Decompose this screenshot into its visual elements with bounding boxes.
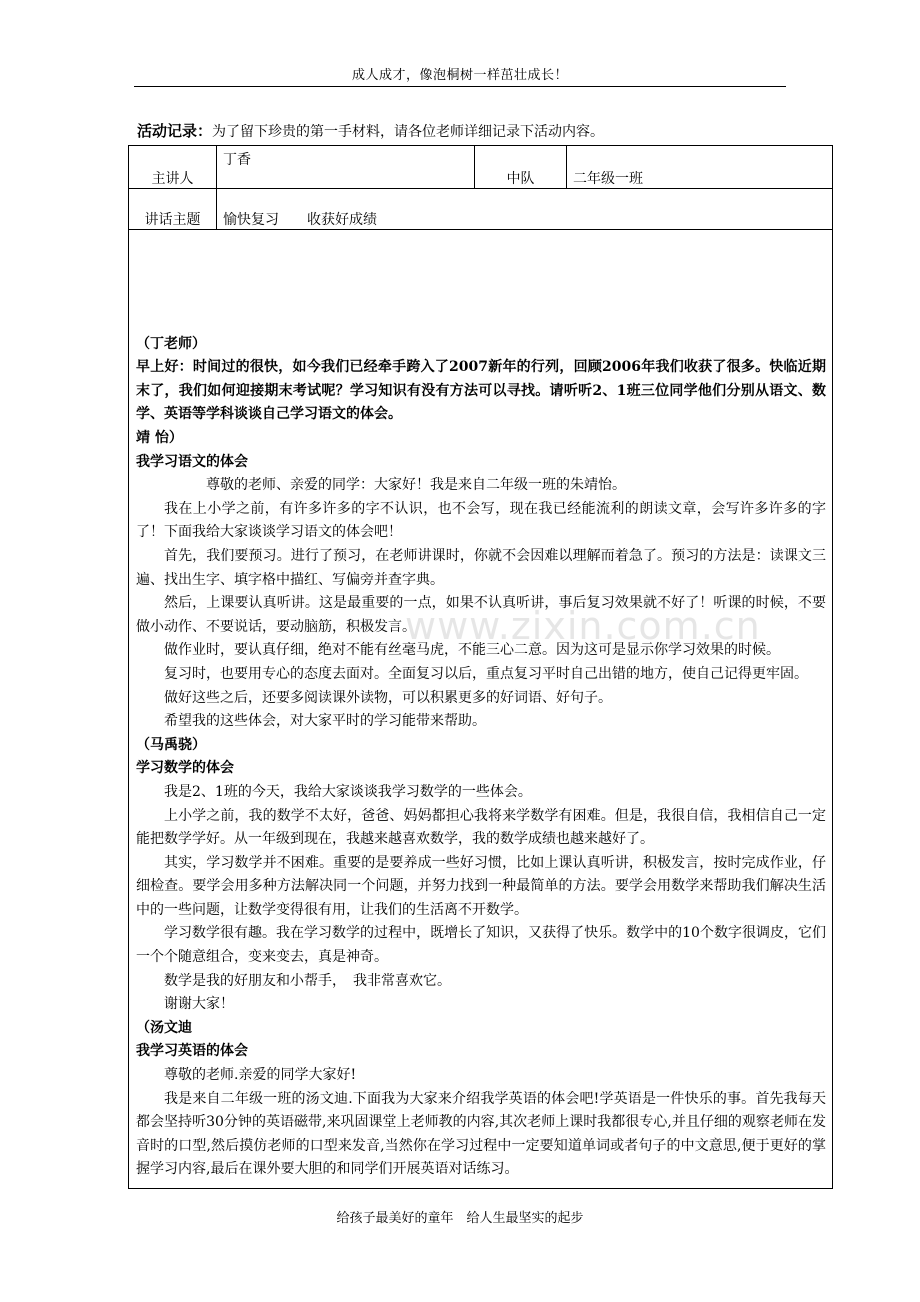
student3-paragraph: 我是来自二年级一班的汤文迪.下面我为大家来介绍我学英语的体会吧!学英语是一件快乐的事。首先我每天都会坚持听30分钟的英语磁带,来巩固课堂上老师教的内容,其次老师上课时我都很专心,并且仔细的观察老师在发音时的口型,然后摸仿老师的口型来发音,当然你在学习过程中一定要知道单词或者句子的中文意思,便于更好的掌握学习内容,最后在课外要大胆的和同学们开展英语对话练习。: [136, 1090, 826, 1178]
student1-title: 我学习语文的体会: [136, 453, 248, 470]
header-rule: [134, 86, 786, 87]
teacher-speech: 早上好：时间过的很快，如今我们已经牵手跨入了2007新年的行列，回顾2006年我们收获了很多。快临近期末了，我们如何迎接期末考试呢？学习知识有没有方法可以寻找。请听听2、1班三位同学他们分别从语文、数学、英语等学科谈谈自己学习语文的体会。: [136, 359, 826, 423]
student2-paragraph: 数学是我的好朋友和小帮手， 我非常喜欢它。: [164, 972, 451, 989]
student2-tag: （马禹骁）: [136, 736, 206, 753]
topic-value: 愉快复习 收获好成绩: [217, 189, 833, 230]
squad-value: 二年级一班: [567, 146, 833, 189]
student1-paragraph: 首先，我们要预习。进行了预习，在老师讲课时，你就不会因难以理解而着急了。预习的方法是：读课文三遍、找出生字、填字格中描红、写偏旁并查字典。: [136, 547, 826, 588]
activity-record-note: 为了留下珍贵的第一手材料，请各位老师详细记录下活动内容。: [212, 124, 605, 140]
activity-record-line: [137, 120, 837, 141]
watermark: www.zixin.com.cn: [405, 604, 761, 648]
topic-label: 讲话主题: [129, 189, 217, 230]
squad-label: 中队: [475, 146, 567, 189]
student1-paragraph: 做作业时，要认真仔细，绝对不能有丝毫马虎，不能三心二意。因为这可是显示你学习效果的时候。: [164, 642, 780, 659]
student3-title: 我学习英语的体会: [136, 1043, 248, 1060]
student3-tag: （汤文迪: [136, 1019, 192, 1036]
footer-motto: 给孩子最美好的童年 给人生最坚实的起步: [336, 1211, 584, 1226]
student1-paragraph: 然后，上课要认真听讲。这是最重要的一点，如果不认真听讲，事后复习效果就不好了！听课的时候，不要做小动作、不要说话，要动脑筋，积极发言。: [136, 595, 826, 635]
student1-paragraph: 复习时，也要用专心的态度去面对。全面复习以后，重点复习平时自己出错的地方，使自己记得更牢固。: [164, 665, 808, 682]
student2-title: 学习数学的体会: [136, 760, 234, 777]
student1-paragraph: 希望我的这些体会，对大家平时的学习能带来帮助。: [164, 713, 486, 730]
student1-tag: 靖 怡）: [136, 430, 183, 446]
student2-paragraph: 我是2、1班的今天，我给大家谈谈我学习数学的一些体会。: [164, 783, 532, 800]
speaker-value: 丁香: [217, 146, 475, 189]
header-motto: 成人成才，像泡桐树一样茁壮成长！: [351, 68, 568, 83]
student2-paragraph: 学习数学很有趣。我在学习数学的过程中，既增长了知识，又获得了快乐。数学中的10个数字很调皮，它们一个个随意组合，变来变去，真是神奇。: [136, 925, 826, 966]
content-cell: [129, 230, 833, 1189]
activity-record-label: 活动记录：: [137, 122, 213, 140]
student1-paragraph: 做好这些之后，还要多阅读课外读物，可以积累更多的好词语、好句子。: [164, 689, 612, 706]
student3-paragraph: 尊敬的老师.亲爱的同学大家好!: [164, 1067, 357, 1084]
student2-paragraph: 谢谢大家！: [164, 996, 234, 1013]
record-table: [128, 145, 833, 1189]
student1-paragraph: 尊敬的老师、亲爱的同学：大家好！我是来自二年级一班的朱靖怡。: [206, 477, 626, 494]
student1-paragraph: 我在上小学之前，有许多许多的字不认识，也不会写，现在我已经能流利的朗读文章，会写许多许多的字了！下面我给大家谈谈学习语文的体会吧！: [136, 500, 826, 541]
student2-paragraph: 其实，学习数学并不困难。重要的是要养成一些好习惯，比如上课认真听讲，积极发言，按时完成作业，仔细检查。要学会用多种方法解决同一个问题，并努力找到一种最简单的方法。要学会用数学来帮助我们解决生活中的一些问题，让数学变得很有用，让我们的生活离不开数学。: [136, 854, 826, 918]
student2-paragraph: 上小学之前，我的数学不太好，爸爸、妈妈都担心我将来学数学有困难。但是，我很自信，我相信自己一定能把数学学好。从一年级到现在，我越来越喜欢数学，我的数学成绩也越来越好了。: [136, 807, 826, 848]
speaker-label: 主讲人: [129, 146, 217, 189]
teacher-tag: （丁老师）: [136, 335, 206, 352]
